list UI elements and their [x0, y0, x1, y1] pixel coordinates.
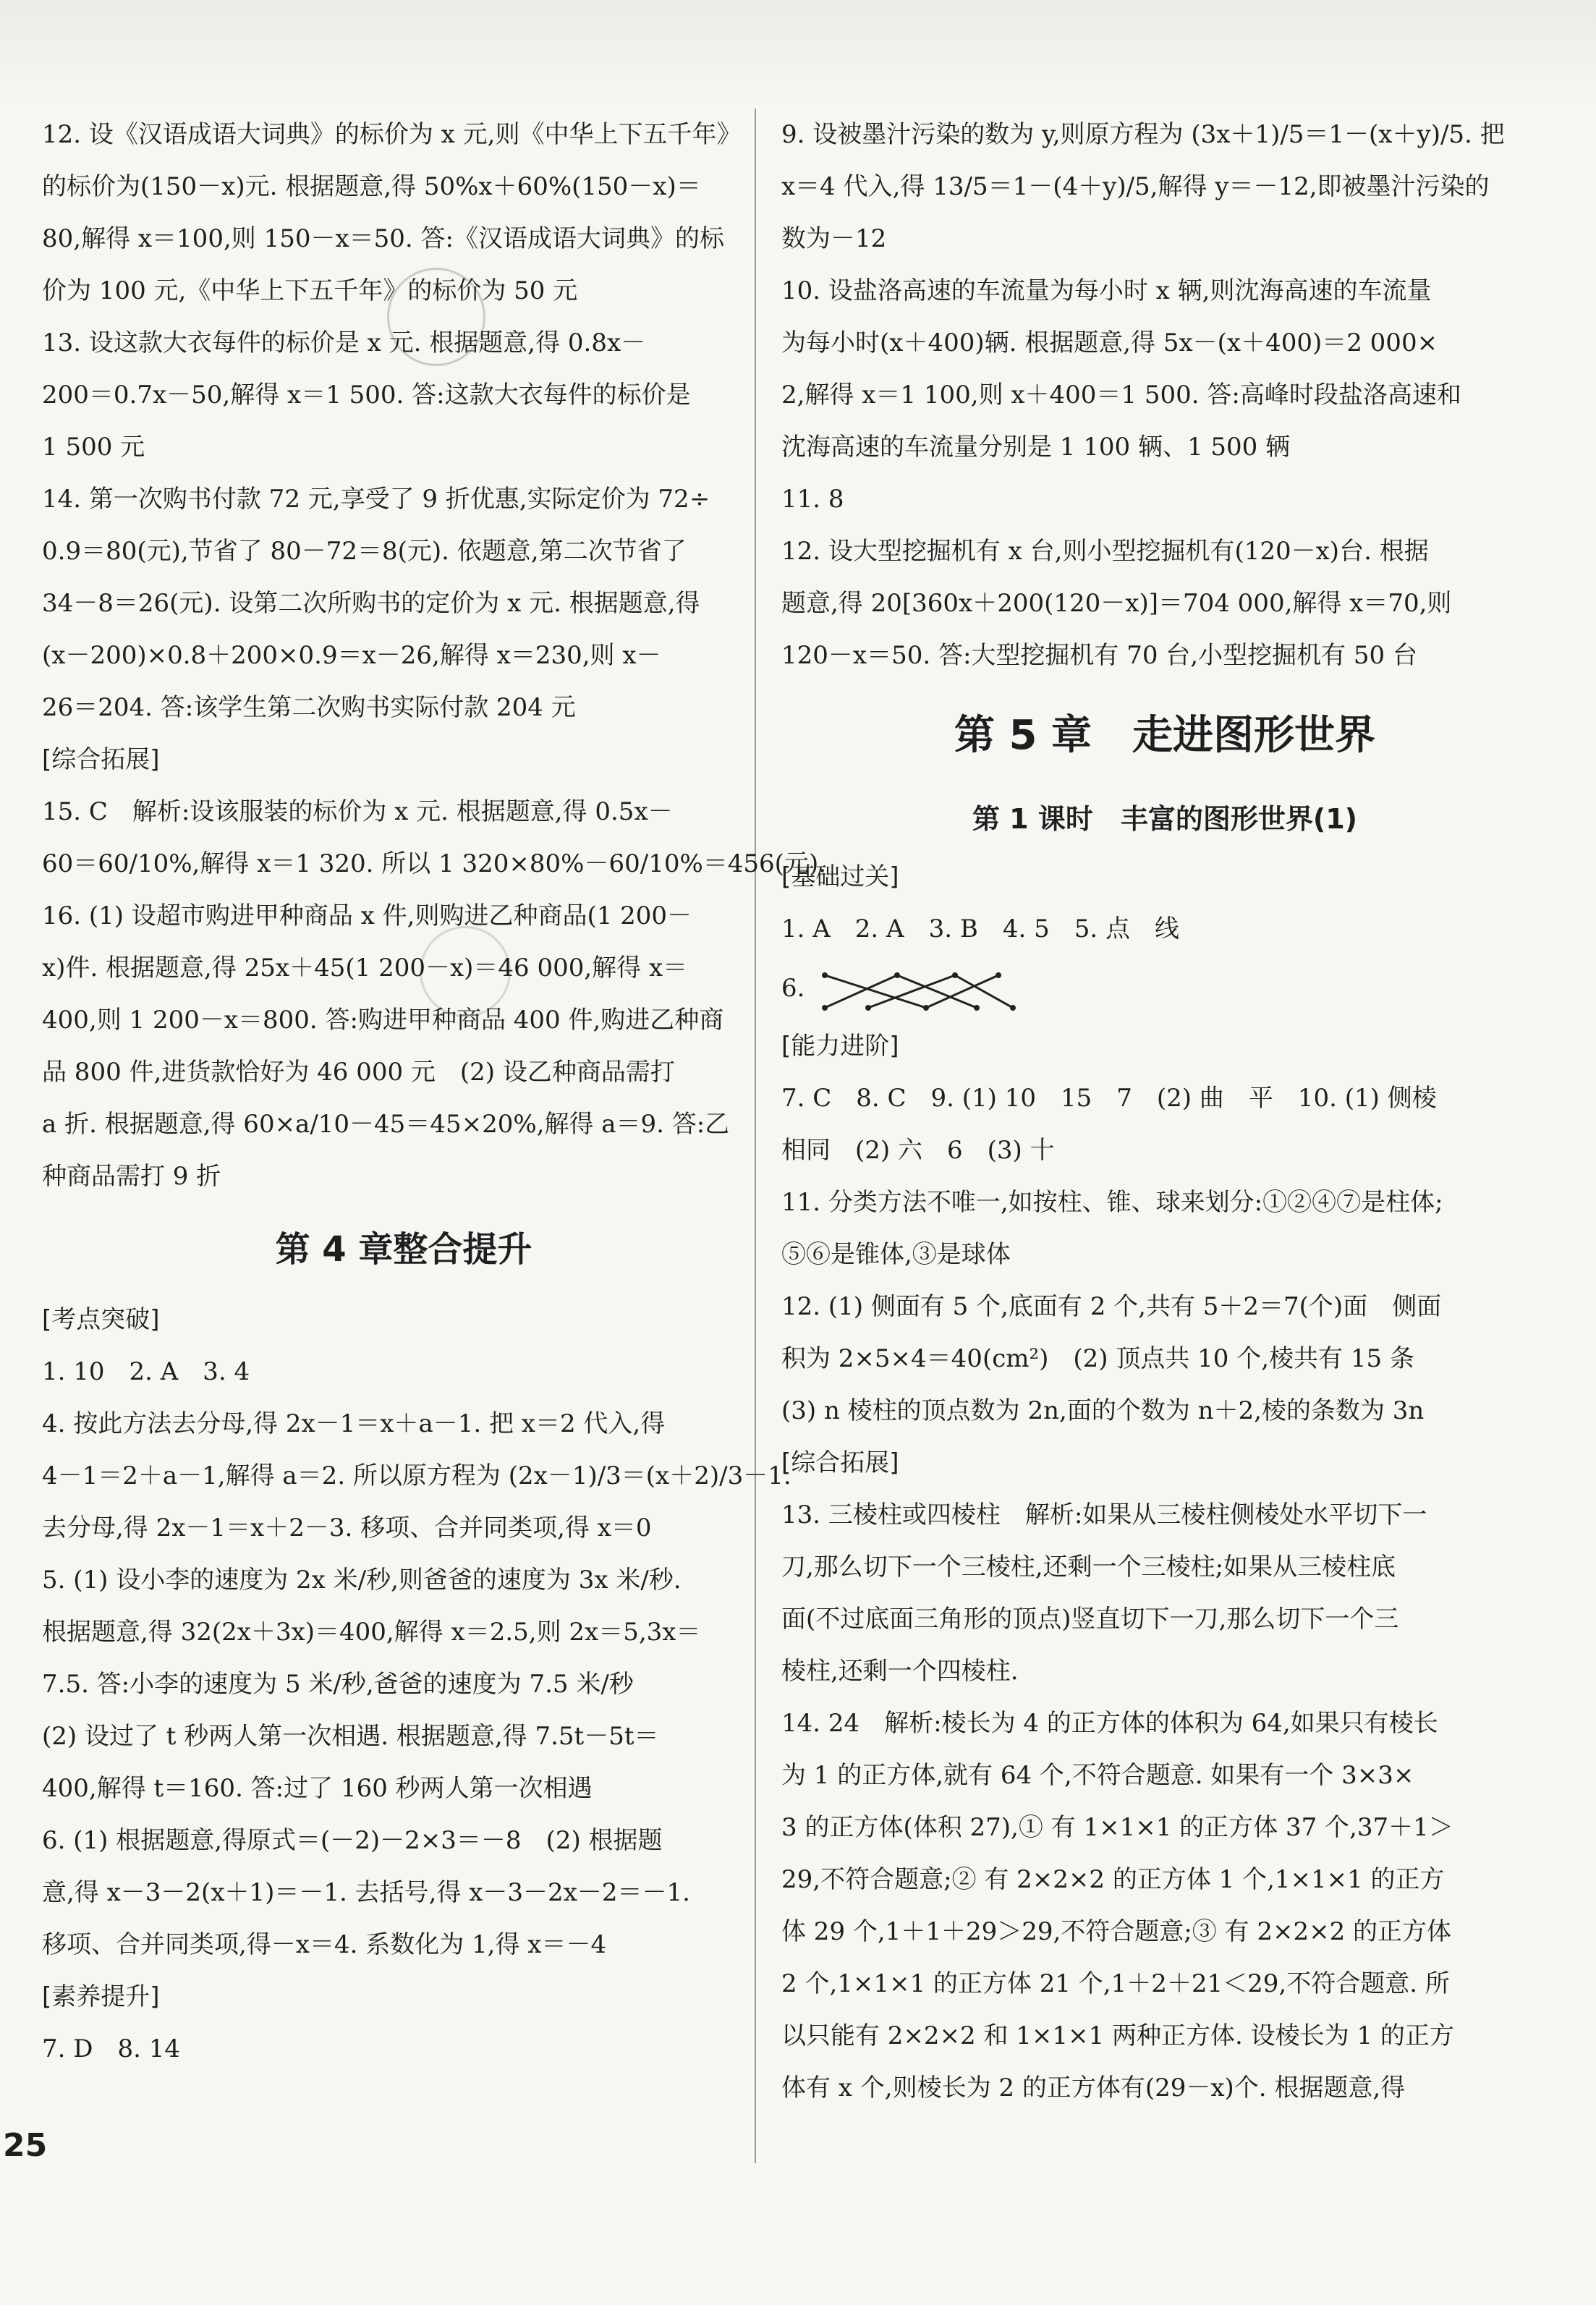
text-line: 4. 按此方法去分母,得 2x－1＝x＋a－1. 把 x＝2 代入,得 — [42, 1409, 666, 1438]
text-line: 移项、合并同类项,得－x＝4. 系数化为 1,得 x＝－4 — [42, 1930, 607, 1959]
text-line: 120－x＝50. 答:大型挖掘机有 70 台,小型挖掘机有 50 台 — [781, 641, 1417, 670]
text-line: 12. 设《汉语成语大词典》的标价为 x 元,则《中华上下五千年》 — [42, 120, 742, 149]
text-line: 2,解得 x＝1 100,则 x＋400＝1 500. 答:高峰时段盐洛高速和 — [781, 381, 1461, 409]
text-line: 题意,得 20[360x＋200(120－x)]＝704 000,解得 x＝70,则 — [781, 589, 1452, 618]
text-line: 10. 设盐洛高速的车流量为每小时 x 辆,则沈海高速的车流量 — [781, 276, 1432, 305]
section-heading: [能力进阶] — [781, 1032, 899, 1061]
text-line: 34－8＝26(元). 设第二次所购书的定价为 x 元. 根据题意,得 — [42, 589, 700, 618]
text-line: 0.9＝80(元),节省了 80－72＝8(元). 依题意,第二次节省了 — [42, 537, 687, 566]
text-line: 种商品需打 9 折 — [42, 1162, 221, 1191]
text-line: (x－200)×0.8＋200×0.9＝x－26,解得 x＝230,则 x－ — [42, 641, 661, 670]
text-line: x＝4 代入,得 13/5＝1－(4＋y)/5,解得 y＝－12,即被墨汁污染的 — [781, 172, 1490, 201]
text-line: 为每小时(x＋400)辆. 根据题意,得 5x－(x＋400)＝2 000× — [781, 328, 1438, 357]
text-line: 26＝204. 答:该学生第二次购书实际付款 204 元 — [42, 693, 576, 722]
text-line: 沈海高速的车流量分别是 1 100 辆、1 500 辆 — [781, 433, 1291, 462]
page-number: 25 — [3, 2127, 48, 2164]
section-heading: [综合拓展] — [42, 745, 160, 774]
figure-label: 6. — [781, 974, 805, 1003]
text-line: 400,解得 t＝160. 答:过了 160 秒两人第一次相遇 — [42, 1774, 593, 1803]
text-line: 16. (1) 设超市购进甲种商品 x 件,则购进乙种商品(1 200－ — [42, 901, 692, 930]
text-line: 5. (1) 设小李的速度为 2x 米/秒,则爸爸的速度为 3x 米/秒. — [42, 1566, 682, 1595]
text-line: 1 500 元 — [42, 433, 145, 462]
text-line: 7. D 8. 14 — [42, 2034, 181, 2063]
text-line: 400,则 1 200－x＝800. 答:购进甲种商品 400 件,购进乙种商 — [42, 1006, 724, 1035]
figure-row — [781, 955, 1548, 1020]
section-heading: [素养提升] — [42, 1982, 160, 2011]
text-line: 面(不过底面三角形的顶点)竖直切下一刀,那么切下一个三 — [781, 1605, 1399, 1634]
text-line: 13. 三棱柱或四棱柱 解析:如果从三棱柱侧棱处水平切下一 — [781, 1500, 1427, 1529]
text-line: 根据题意,得 32(2x＋3x)＝400,解得 x＝2.5,则 2x＝5,3x＝ — [42, 1618, 701, 1647]
text-line: 为 1 的正方体,就有 64 个,不符合题意. 如果有一个 3×3× — [781, 1761, 1414, 1790]
text-line: 14. 24 解析:棱长为 4 的正方体的体积为 64,如果只有棱长 — [781, 1709, 1438, 1738]
text-line: 刀,那么切下一个三棱柱,还剩一个三棱柱;如果从三棱柱底 — [781, 1553, 1396, 1582]
text-line: 棱柱,还剩一个四棱柱. — [781, 1657, 1019, 1686]
text-line: 以只能有 2×2×2 和 1×1×1 两种正方体. 设棱长为 1 的正方 — [781, 2021, 1454, 2050]
text-line: 6. (1) 根据题意,得原式＝(－2)－2×3＝－8 (2) 根据题 — [42, 1826, 663, 1855]
text-line: x)件. 根据题意,得 25x＋45(1 200－x)＝46 000,解得 x＝ — [42, 954, 688, 982]
text-line: 14. 第一次购书付款 72 元,享受了 9 折优惠,实际定价为 72÷ — [42, 485, 710, 514]
chapter-review-title: 第 4 章整合提升 — [275, 1229, 532, 1270]
right-column — [781, 109, 1548, 2114]
text-line: 去分母,得 2x－1＝x＋2－3. 移项、合并同类项,得 x＝0 — [42, 1514, 652, 1542]
page-header-band — [0, 0, 1596, 109]
text-line: 9. 设被墨汁污染的数为 y,则原方程为 (3x＋1)/5＝1－(x＋y)/5. 把 — [781, 120, 1505, 149]
text-line: 12. 设大型挖掘机有 x 台,则小型挖掘机有(120－x)台. 根据 — [781, 537, 1429, 566]
text-line: 数为－12 — [781, 224, 887, 253]
crossing-lines-figure — [818, 961, 1035, 1019]
chapter-title: 第 5 章 走进图形世界 — [954, 712, 1375, 759]
section-heading: [综合拓展] — [781, 1448, 899, 1477]
text-line: 15. C 解析:设该服装的标价为 x 元. 根据题意,得 0.5x－ — [42, 797, 673, 826]
text-line: 29,不符合题意;② 有 2×2×2 的正方体 1 个,1×1×1 的正方 — [781, 1865, 1445, 1894]
text-line: 11. 8 — [781, 485, 844, 514]
text-line: 80,解得 x＝100,则 150－x＝50. 答:《汉语成语大词典》的标 — [42, 224, 724, 253]
text-line: 11. 分类方法不唯一,如按柱、锥、球来划分:①②④⑦是柱体; — [781, 1188, 1443, 1217]
text-line: (3) n 棱柱的顶点数为 2n,面的个数为 n＋2,棱的条数为 3n — [781, 1396, 1425, 1425]
text-line: 1. 10 2. A 3. 4 — [42, 1357, 250, 1386]
text-line: 4－1＝2＋a－1,解得 a＝2. 所以原方程为 (2x－1)/3＝(x＋2)/3－1. — [42, 1461, 791, 1490]
lesson-title: 第 1 课时 丰富的图形世界(1) — [972, 803, 1358, 835]
text-line: a 折. 根据题意,得 60×a/10－45＝45×20%,解得 a＝9. 答:乙 — [42, 1110, 730, 1139]
text-line: 3 的正方体(体积 27),① 有 1×1×1 的正方体 37 个,37＋1＞ — [781, 1813, 1453, 1842]
text-line: 200＝0.7x－50,解得 x＝1 500. 答:这款大衣每件的标价是 — [42, 381, 691, 409]
text-line: 的标价为(150－x)元. 根据题意,得 50%x＋60%(150－x)＝ — [42, 172, 701, 201]
text-line: 7. C 8. C 9. (1) 10 15 7 (2) 曲 平 10. (1) 侧棱 — [781, 1084, 1437, 1113]
section-heading: [基础过关] — [781, 862, 899, 891]
text-line: 12. (1) 侧面有 5 个,底面有 2 个,共有 5＋2＝7(个)面 侧面 — [781, 1292, 1442, 1321]
text-line: 积为 2×5×4＝40(cm²) (2) 顶点共 10 个,棱共有 15 条 — [781, 1344, 1414, 1373]
text-line: 相同 (2) 六 6 (3) 十 — [781, 1136, 1055, 1165]
text-line: 7.5. 答:小李的速度为 5 米/秒,爸爸的速度为 7.5 米/秒 — [42, 1670, 634, 1699]
text-line: 13. 设这款大衣每件的标价是 x 元. 根据题意,得 0.8x－ — [42, 328, 646, 357]
text-line: 60＝60/10%,解得 x＝1 320. 所以 1 320×80%－60/10%＝456(元). — [42, 849, 827, 878]
text-line: 体有 x 个,则棱长为 2 的正方体有(29－x)个. 根据题意,得 — [781, 2073, 1406, 2102]
text-line: ⑤⑥是锥体,③是球体 — [781, 1240, 1011, 1269]
text-line: 价为 100 元,《中华上下五千年》的标价为 50 元 — [42, 276, 578, 305]
text-line: 1. A 2. A 3. B 4. 5 5. 点 线 — [781, 914, 1179, 943]
text-line: 意,得 x－3－2(x＋1)＝－1. 去括号,得 x－3－2x－2＝－1. — [42, 1878, 690, 1907]
text-line: 品 800 件,进货款恰好为 46 000 元 (2) 设乙种商品需打 — [42, 1058, 675, 1087]
text-line: (2) 设过了 t 秒两人第一次相遇. 根据题意,得 7.5t－5t＝ — [42, 1722, 659, 1751]
text-line: 2 个,1×1×1 的正方体 21 个,1＋2＋21＜29,不符合题意. 所 — [781, 1969, 1450, 1998]
section-heading: [考点突破] — [42, 1305, 160, 1334]
text-line: 体 29 个,1＋1＋29＞29,不符合题意;③ 有 2×2×2 的正方体 — [781, 1917, 1452, 1946]
